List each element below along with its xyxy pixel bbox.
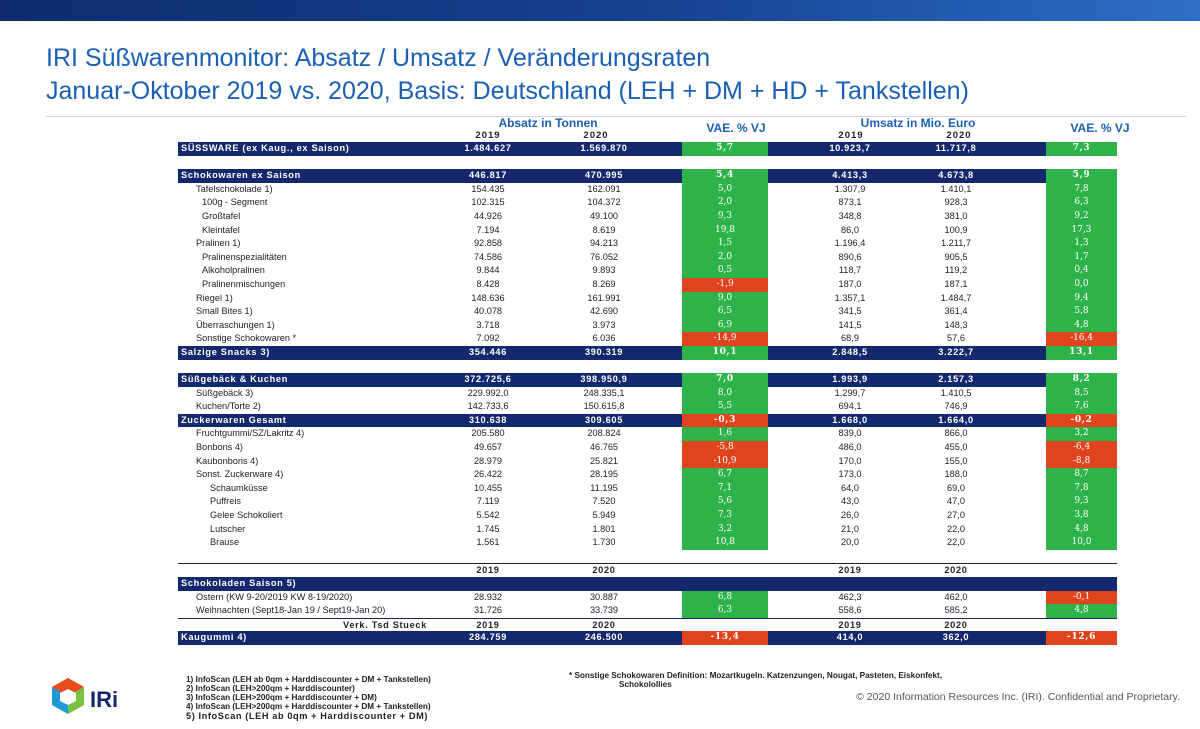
- vae-umsatz: 7,8: [1046, 482, 1117, 496]
- absatz-2020: 1.730: [592, 537, 616, 548]
- absatz-2020: 33.739: [589, 605, 619, 616]
- row-label: Riegel 1): [196, 292, 233, 303]
- row-label: Kuchen/Torte 2): [196, 401, 261, 412]
- absatz-2020: 28.195: [589, 469, 619, 480]
- umsatz-2020: 1.211,7: [941, 238, 971, 249]
- vae-umsatz: 9,3: [1046, 495, 1117, 509]
- row-label: Schokoladen Saison 5): [181, 578, 297, 588]
- row-label: Gelee Schokoliert: [210, 510, 283, 521]
- umsatz-2019: 839,0: [838, 428, 862, 439]
- table-row: [178, 604, 1117, 618]
- year-2020: 2020: [592, 565, 616, 576]
- table-row: [178, 210, 1117, 224]
- row-label: Pralinen 1): [196, 238, 241, 249]
- vae-absatz: 5,7: [682, 142, 768, 156]
- vae-umsatz: -8,8: [1046, 455, 1117, 469]
- absatz-2020: 398.950,9: [580, 374, 628, 385]
- umsatz-2020: 746,9: [944, 401, 968, 412]
- row-label: Schaumküsse: [210, 482, 268, 493]
- umsatz-2019: 118,7: [838, 265, 862, 276]
- vae-umsatz: -0,2: [1046, 414, 1117, 428]
- absatz-2020: 104.372: [587, 197, 621, 208]
- absatz-2020: 49.100: [589, 210, 619, 221]
- vae-umsatz: -0,1: [1046, 591, 1117, 605]
- vae-umsatz: 1,7: [1046, 251, 1117, 265]
- vae-absatz: 6,3: [682, 604, 768, 618]
- absatz-2019: 1.484.627: [464, 143, 512, 153]
- vae-absatz: -13,4: [682, 631, 768, 645]
- vae-absatz: [682, 577, 768, 591]
- absatz-2019: 205.580: [471, 428, 505, 439]
- umsatz-2020: 27,0: [947, 510, 965, 521]
- category-row: [178, 631, 1117, 645]
- absatz-2019: 5.542: [476, 510, 500, 521]
- iri-cube-icon: [50, 676, 130, 720]
- vae-umsatz: 5,9: [1046, 169, 1117, 183]
- table-row: [178, 332, 1117, 346]
- table-row: [178, 292, 1117, 306]
- absatz-2019: 74.586: [473, 251, 503, 262]
- vae-umsatz: 7,6: [1046, 400, 1117, 414]
- definition-note: * Sonstige Schokowaren Definition: Mozartkugeln. Katzenzungen, Nougat, Pasteten, Eiskonfekt,: [569, 671, 943, 680]
- iri-logo: [50, 676, 130, 725]
- vae-umsatz: 7,8: [1046, 183, 1117, 197]
- footnote-4: 4) InfoScan (LEH>200qm + Harddiscounter + DM + Tankstellen): [186, 702, 431, 711]
- table-row: [178, 183, 1117, 197]
- row-label: Kaubonbons 4): [196, 455, 259, 466]
- table-row: [178, 278, 1117, 292]
- vae-absatz: 7,1: [682, 482, 768, 496]
- vae-absatz: 7,0: [682, 373, 768, 387]
- absatz-2020: 1.801: [592, 523, 616, 534]
- absatz-2020: 162.091: [587, 183, 621, 194]
- table-row: [178, 591, 1117, 605]
- umsatz-2020: 69,0: [947, 482, 965, 493]
- absatz-2020: 3.973: [592, 319, 616, 330]
- umsatz-2020: 1.410,1: [940, 183, 972, 194]
- umsatz-2019: 26,0: [841, 510, 859, 521]
- table-row: [178, 387, 1117, 401]
- vae-umsatz: 9,2: [1046, 210, 1117, 224]
- row-label: Lutscher: [210, 523, 246, 534]
- absatz-2020: 5.949: [592, 510, 616, 521]
- header-vae-umsatz: VAE. % VJ: [1070, 121, 1130, 135]
- spacer-row: [178, 550, 1117, 564]
- umsatz-2020: 155,0: [944, 455, 968, 466]
- umsatz-2020: 4.673,8: [938, 170, 974, 181]
- vae-umsatz: 3,8: [1046, 509, 1117, 523]
- umsatz-2020: 148,3: [944, 319, 968, 330]
- umsatz-2020: 361,4: [944, 306, 968, 317]
- umsatz-2020: 188,0: [944, 469, 968, 480]
- vae-absatz: -1,9: [682, 278, 768, 292]
- umsatz-2019: 341,5: [838, 306, 862, 317]
- header-absatz: Absatz in Tonnen: [498, 116, 598, 130]
- row-label: Brause: [210, 537, 240, 548]
- header-year-2019-umsatz: 2019: [838, 130, 864, 141]
- vae-umsatz: 5,8: [1046, 305, 1117, 319]
- absatz-2020: 390.319: [584, 346, 624, 357]
- table-row: [178, 482, 1117, 496]
- umsatz-2020: 22,0: [947, 523, 965, 534]
- row-label: Sonstige Schokowaren *: [196, 333, 297, 344]
- absatz-2019: 26.422: [473, 469, 503, 480]
- vae-absatz: 6,7: [682, 468, 768, 482]
- vae-absatz: 2,0: [682, 251, 768, 265]
- absatz-2020: 470.995: [584, 170, 624, 181]
- row-label: Schokowaren ex Saison: [181, 170, 301, 181]
- absatz-2019: 8.428: [476, 278, 500, 289]
- row-label: Zuckerwaren Gesamt: [181, 414, 287, 425]
- vae-umsatz: [1046, 577, 1117, 591]
- umsatz-2019: 694,1: [838, 401, 862, 412]
- category-row: [178, 577, 1117, 591]
- umsatz-2019: 1.299,7: [834, 387, 866, 398]
- page-subtitle: Januar-Oktober 2019 vs. 2020, Basis: Deutschland (LEH + DM + HD + Tankstellen): [46, 77, 969, 105]
- umsatz-2019: 1.357,1: [834, 292, 866, 303]
- header-umsatz: Umsatz in Mio. Euro: [860, 116, 976, 130]
- absatz-2019: 310.638: [468, 414, 508, 425]
- absatz-2020: 42.690: [589, 306, 619, 317]
- logo-text: IRi: [90, 687, 119, 712]
- row-label: Pralinenmischungen: [202, 278, 286, 289]
- vae-absatz: 5,5: [682, 400, 768, 414]
- title-divider: [46, 116, 1186, 117]
- umsatz-2020: 22,0: [947, 537, 965, 548]
- vae-umsatz: 9,4: [1046, 292, 1117, 306]
- umsatz-2019: 1.668,0: [832, 414, 868, 425]
- absatz-2020: 9.893: [592, 265, 616, 276]
- umsatz-2019: 2.848,5: [832, 346, 868, 357]
- vae-umsatz: 3,2: [1046, 427, 1117, 441]
- absatz-2019: 1.745: [476, 523, 500, 534]
- table-row: [178, 468, 1117, 482]
- umsatz-2019: 414,0: [836, 632, 864, 643]
- row-label: Süßgebäck 3): [196, 387, 254, 398]
- umsatz-2020: 100,9: [944, 224, 968, 235]
- absatz-2020: 11.195: [590, 482, 618, 493]
- year-2020: 2020: [592, 619, 616, 630]
- umsatz-2019: 348,8: [838, 210, 862, 221]
- table-row: [178, 536, 1117, 550]
- absatz-2020: 25.821: [589, 455, 619, 466]
- absatz-2019: 142.733,6: [467, 401, 509, 412]
- vae-umsatz: 10,0: [1046, 536, 1117, 550]
- category-row: [178, 142, 1117, 156]
- row-label: Ostern (KW 9-20/2019 KW 8-19/2020): [196, 591, 353, 602]
- vae-absatz: 9,3: [682, 210, 768, 224]
- row-label: Süßgebäck & Kuchen: [181, 374, 289, 385]
- vae-absatz: 6,9: [682, 319, 768, 333]
- vae-absatz: 3,2: [682, 523, 768, 537]
- absatz-2019: 372.725,6: [464, 374, 512, 385]
- footnote-3: 3) InfoScan (LEH>200qm + Harddiscounter + DM): [186, 693, 377, 702]
- umsatz-2020: 1.664,0: [938, 414, 974, 425]
- umsatz-2019: 21,0: [841, 523, 859, 534]
- absatz-2019: 3.718: [476, 319, 500, 330]
- umsatz-2019: 20,0: [841, 537, 859, 548]
- umsatz-2020: 3.222,7: [938, 346, 974, 357]
- absatz-2020: 46.765: [589, 442, 619, 453]
- year-2020-umsatz: 2020: [944, 565, 968, 576]
- row-label: Kaugummi 4): [181, 632, 247, 643]
- umsatz-2019: 873,1: [838, 197, 862, 208]
- row-label: Fruchtgummi/SZ/Lakritz 4): [196, 428, 305, 439]
- row-label: Salzige Snacks 3): [181, 346, 271, 357]
- table-row: [178, 305, 1117, 319]
- table-row: [178, 319, 1117, 333]
- vae-absatz: 9,0: [682, 292, 768, 306]
- absatz-2020: 7.520: [592, 496, 616, 507]
- umsatz-2020: 381,0: [944, 210, 968, 221]
- umsatz-2020: 905,5: [944, 251, 968, 262]
- umsatz-2020: 1.410,5: [940, 387, 972, 398]
- absatz-2019: 1.561: [476, 537, 500, 548]
- absatz-2020: 76.052: [589, 251, 619, 262]
- umsatz-2019: 43,0: [841, 496, 859, 507]
- absatz-2020: 208.824: [587, 428, 621, 439]
- year-header-row: [178, 563, 1117, 577]
- absatz-2019: 354.446: [468, 346, 508, 357]
- vae-absatz: -0,3: [682, 414, 768, 428]
- header-year-2019: 2019: [475, 130, 501, 141]
- row-label: Kleintafel: [202, 224, 240, 235]
- umsatz-2020: 57,6: [947, 333, 965, 344]
- vae-absatz: 1,5: [682, 237, 768, 251]
- umsatz-2020: 455,0: [944, 442, 968, 453]
- umsatz-2020: 585,2: [944, 605, 968, 616]
- table-row: [178, 495, 1117, 509]
- umsatz-2019: 187,0: [838, 278, 862, 289]
- spacer-row: [178, 156, 1117, 170]
- spacer-row: [178, 360, 1117, 374]
- table-row: [178, 523, 1117, 537]
- absatz-2020: 8.269: [592, 278, 616, 289]
- vae-umsatz: 8,7: [1046, 468, 1117, 482]
- absatz-2019: 7.119: [476, 496, 500, 507]
- row-label: Alkoholpralinen: [202, 265, 265, 276]
- umsatz-2020: 119,2: [944, 265, 968, 276]
- header-year-2020-umsatz: 2020: [946, 130, 972, 141]
- vae-umsatz: 0,4: [1046, 264, 1117, 278]
- absatz-2020: 30.887: [589, 591, 619, 602]
- vae-umsatz: 7,3: [1046, 142, 1117, 156]
- header-year-2020: 2020: [583, 130, 609, 141]
- row-label: Tafelschokolade 1): [196, 183, 273, 194]
- umsatz-2019: 173,0: [838, 469, 862, 480]
- umsatz-2020: 1.484,7: [940, 292, 972, 303]
- row-label: SÜSSWARE (ex Kaug., ex Saison): [181, 143, 350, 153]
- absatz-2019: 154.435: [471, 183, 505, 194]
- row-label: 100g - Segment: [202, 197, 268, 208]
- absatz-2020: 161.991: [587, 292, 621, 303]
- vae-umsatz: -12,6: [1046, 631, 1117, 645]
- year-2019: 2019: [476, 619, 500, 630]
- year-2019-umsatz: 2019: [838, 565, 862, 576]
- copyright-notice: © 2020 Information Resources Inc. (IRI). Confidential and Proprietary.: [856, 691, 1180, 703]
- umsatz-2019: 10.923,7: [829, 143, 871, 153]
- table-row: [178, 441, 1117, 455]
- absatz-2019: 40.078: [473, 306, 503, 317]
- table-row: [178, 400, 1117, 414]
- absatz-2019: 102.315: [471, 197, 505, 208]
- row-label: Großtafel: [202, 210, 241, 221]
- footnote-1: 1) InfoScan (LEH ab 0qm + Harddiscounter + DM + Tankstellen): [186, 675, 431, 684]
- top-banner: [0, 0, 1200, 21]
- table-row: [178, 224, 1117, 238]
- absatz-2019: 229.992,0: [467, 387, 509, 398]
- vae-absatz: -14,9: [682, 332, 768, 346]
- absatz-2020: 94.213: [589, 238, 619, 249]
- vae-umsatz: 17,3: [1046, 224, 1117, 238]
- table-row: [178, 251, 1117, 265]
- table-row: [178, 427, 1117, 441]
- absatz-2020: 1.569.870: [580, 143, 628, 153]
- umsatz-2019: 141,5: [838, 319, 862, 330]
- absatz-2020: 309.605: [584, 414, 624, 425]
- absatz-2019: 10.455: [473, 482, 503, 493]
- footnote-5: 5) InfoScan (LEH ab 0qm + Harddiscounter + DM): [186, 711, 429, 721]
- absatz-2020: 246.500: [584, 632, 624, 643]
- absatz-2019: 9.844: [476, 265, 500, 276]
- row-label: Weihnachten (Sept18-Jan 19 / Sept19-Jan 20): [196, 605, 386, 616]
- vae-absatz: 6,5: [682, 305, 768, 319]
- year-2019-umsatz: 2019: [838, 619, 862, 630]
- table-row: [178, 455, 1117, 469]
- absatz-2019: 28.979: [473, 455, 503, 466]
- absatz-2020: 6.036: [592, 333, 616, 344]
- umsatz-2019: 4.413,3: [832, 170, 868, 181]
- vae-umsatz: 4,8: [1046, 604, 1117, 618]
- absatz-2019: 446.817: [468, 170, 508, 181]
- umsatz-2019: 1.307,9: [834, 183, 866, 194]
- umsatz-2020: 362,0: [942, 632, 970, 643]
- absatz-2019: 49.657: [473, 442, 503, 453]
- vae-umsatz: 0,0: [1046, 278, 1117, 292]
- row-label: Bonbons 4): [196, 442, 243, 453]
- umsatz-2019: 1.993,9: [832, 374, 868, 385]
- row-label: Pralinenspezialitäten: [202, 251, 287, 262]
- vae-umsatz: 8,5: [1046, 387, 1117, 401]
- vae-umsatz: 8,2: [1046, 373, 1117, 387]
- vae-absatz: 5,4: [682, 169, 768, 183]
- row-label: Verk. Tsd Stueck: [343, 619, 428, 630]
- umsatz-2019: 86,0: [841, 224, 859, 235]
- row-label: Überraschungen 1): [196, 319, 275, 330]
- table-row: [178, 264, 1117, 278]
- umsatz-2020: 866,0: [944, 428, 968, 439]
- vae-absatz: 7,3: [682, 509, 768, 523]
- absatz-2019: 148.636: [471, 292, 505, 303]
- category-row: [178, 414, 1117, 428]
- umsatz-2019: 1.196,4: [834, 238, 866, 249]
- footnote-2: 2) InfoScan (LEH>200qm + Harddiscounter): [186, 684, 355, 693]
- vae-absatz: 5,0: [682, 183, 768, 197]
- umsatz-2019: 558,6: [838, 605, 862, 616]
- umsatz-2020: 11.717,8: [935, 143, 977, 153]
- umsatz-2020: 187,1: [944, 278, 968, 289]
- verk-header-row: [178, 618, 1117, 632]
- row-label: Puffreis: [210, 496, 241, 507]
- table-row: [178, 509, 1117, 523]
- vae-absatz: 19,8: [682, 224, 768, 238]
- absatz-2019: 7.092: [476, 333, 500, 344]
- umsatz-2019: 68,9: [841, 333, 859, 344]
- category-row: [178, 346, 1117, 360]
- absatz-2019: 284.759: [468, 632, 508, 643]
- vae-absatz: 5,6: [682, 495, 768, 509]
- absatz-2020: 8.619: [592, 224, 616, 235]
- category-row: [178, 169, 1117, 183]
- vae-absatz: 10,1: [682, 346, 768, 360]
- vae-absatz: 2,0: [682, 196, 768, 210]
- vae-umsatz: 13,1: [1046, 346, 1117, 360]
- vae-umsatz: 4,8: [1046, 523, 1117, 537]
- vae-absatz: 6,8: [682, 591, 768, 605]
- row-label: Small Bites 1): [196, 306, 253, 317]
- vae-absatz: 10,8: [682, 536, 768, 550]
- absatz-2019: 31.726: [473, 605, 503, 616]
- vae-umsatz: -16,4: [1046, 332, 1117, 346]
- absatz-2019: 7.194: [476, 224, 500, 235]
- absatz-2020: 248.335,1: [583, 387, 625, 398]
- year-2019: 2019: [476, 565, 500, 576]
- vae-absatz: -5,8: [682, 441, 768, 455]
- vae-absatz: -10,9: [682, 455, 768, 469]
- vae-umsatz: 6,3: [1046, 196, 1117, 210]
- table-row: [178, 196, 1117, 210]
- data-table: [178, 142, 1117, 645]
- vae-absatz: 0,5: [682, 264, 768, 278]
- page-title: IRI Süßwarenmonitor: Absatz / Umsatz / Veränderungsraten: [46, 44, 711, 72]
- table-row: [178, 237, 1117, 251]
- vae-absatz: 1,6: [682, 427, 768, 441]
- category-row: [178, 373, 1117, 387]
- umsatz-2019: 170,0: [838, 455, 862, 466]
- absatz-2019: 44.926: [473, 210, 503, 221]
- umsatz-2020: 928,3: [944, 197, 968, 208]
- umsatz-2020: 47,0: [947, 496, 965, 507]
- row-label: Sonst. Zuckerware 4): [196, 469, 284, 480]
- umsatz-2019: 486,0: [838, 442, 862, 453]
- vae-umsatz: -6,4: [1046, 441, 1117, 455]
- absatz-2020: 150.615,8: [583, 401, 625, 412]
- umsatz-2019: 890,6: [838, 251, 862, 262]
- absatz-2019: 28.932: [473, 591, 503, 602]
- header-vae-absatz: VAE. % VJ: [706, 121, 766, 135]
- umsatz-2019: 462,3: [838, 591, 862, 602]
- vae-umsatz: 1,3: [1046, 237, 1117, 251]
- definition-note-cont: Schokolollies: [619, 680, 672, 689]
- vae-absatz: 8,0: [682, 387, 768, 401]
- umsatz-2019: 64,0: [841, 482, 859, 493]
- umsatz-2020: 462,0: [944, 591, 968, 602]
- vae-umsatz: 4,8: [1046, 319, 1117, 333]
- umsatz-2020: 2.157,3: [938, 374, 974, 385]
- absatz-2019: 92.858: [473, 238, 503, 249]
- year-2020-umsatz: 2020: [944, 619, 968, 630]
